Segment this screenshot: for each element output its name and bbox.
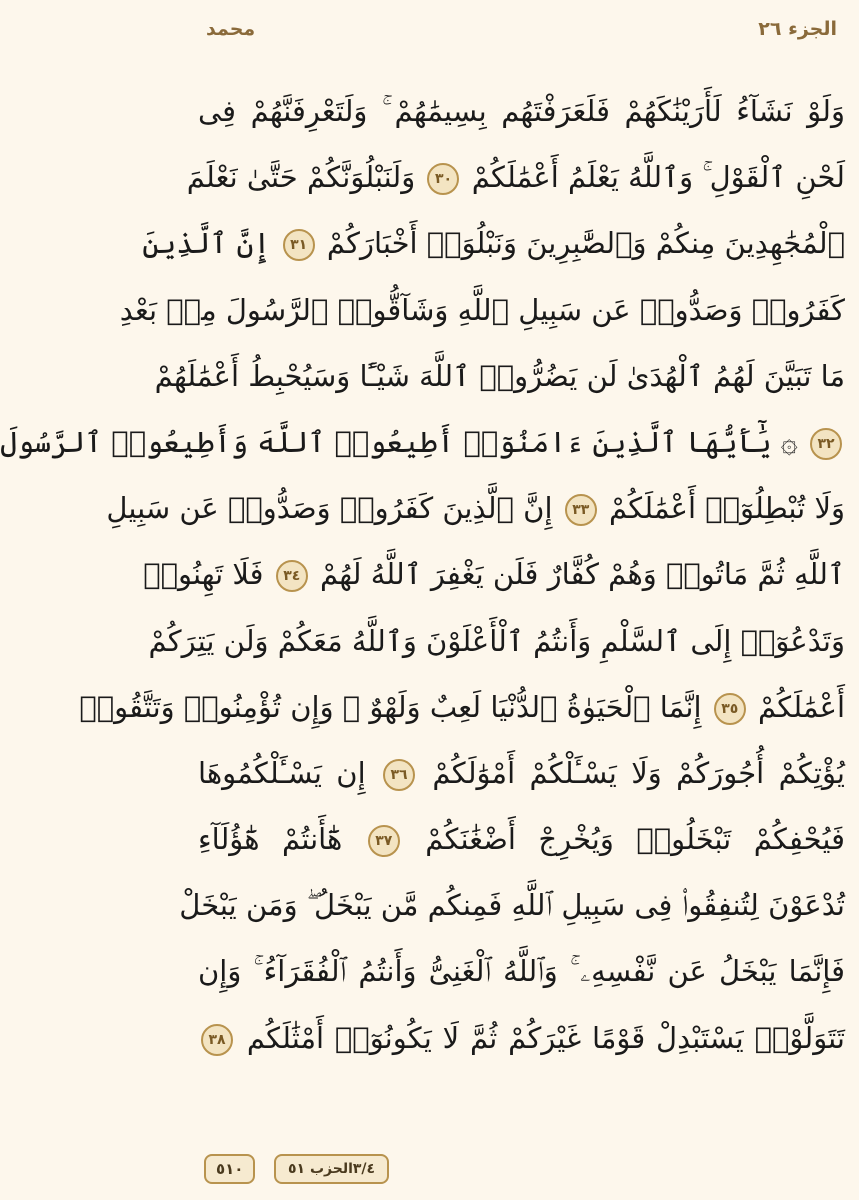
hizb-label: ٣/٤الحزب ٥١ bbox=[274, 1154, 389, 1184]
ayah-number-marker: ٣٠ bbox=[427, 163, 459, 195]
ayah-number-marker: ٣١ bbox=[283, 229, 315, 261]
juz-label: الجزء ٢٦ bbox=[758, 18, 837, 40]
verse-line-5 bbox=[154, 343, 845, 409]
verse-text: إِن يَسْـَٔلْكُمُوهَا bbox=[198, 755, 366, 790]
verse-text: مَا تَبَيَّنَ لَهُمُ ٱلْهُدَىٰ لَن يَضُرُّوا۟ ٱللَّهَ شَيْـًٔا وَسَيُحْبِطُ أَعْمَٰلَهُمْ bbox=[154, 358, 845, 393]
ayah-number-marker: ٣٣ bbox=[565, 494, 597, 526]
verse-text: تَتَوَلَّوْا۟ يَسْتَبْدِلْ قَوْمًا غَيْرَكُمْ ثُمَّ لَا يَكُونُوٓا۟ أَمْثَٰلَكُم bbox=[246, 1020, 845, 1055]
verse-line-3 bbox=[142, 210, 845, 276]
verse-text: إِنَّ ٱلَّذِينَ كَفَرُوا۟ وَصَدُّوا۟ عَن سَبِيلِ bbox=[106, 491, 553, 526]
verse-text: إِنَّ ٱلَّذِينَ bbox=[142, 226, 271, 261]
verse-text: أَعْمَٰلَكُمْ bbox=[757, 689, 845, 724]
verse-text: إِنَّمَا ٱلْحَيَوٰةُ ٱلدُّنْيَا لَعِبٌ وَلَهْوٌ ۚ وَإِن تُؤْمِنُوا۟ وَتَتَّقُوا۟ bbox=[79, 689, 702, 724]
verse-text: كَفَرُوا۟ وَصَدُّوا۟ عَن سَبِيلِ ٱللَّهِ وَشَآقُّوا۟ ٱلرَّسُولَ مِنۢ بَعْدِ bbox=[119, 292, 845, 327]
verse-text: فَيُحْفِكُمْ تَبْخَلُوا۟ وَيُخْرِجْ أَضْغَٰنَكُمْ bbox=[425, 822, 846, 857]
ayah-number-marker: ٣٥ bbox=[714, 693, 746, 725]
verse-line-14 bbox=[198, 938, 845, 1004]
verse-line-6 bbox=[0, 409, 845, 475]
verse-text: وَلَنَبْلُوَنَّكُمْ حَتَّىٰ نَعْلَمَ bbox=[186, 160, 416, 195]
verse-line-11 bbox=[198, 740, 845, 806]
verse-line-9 bbox=[148, 608, 845, 674]
ayah-number-marker: ٣٦ bbox=[383, 759, 415, 791]
verse-line-12 bbox=[198, 806, 845, 872]
verse-line-13 bbox=[179, 872, 845, 938]
verse-text: تُدْعَوْنَ لِتُنفِقُوا۟ فِى سَبِيلِ ٱللَّهِ فَمِنكُم مَّن يَبْخَلُ ۖ وَمَن يَبْخَلْ bbox=[179, 888, 845, 923]
verse-text: ٱلْمُجَٰهِدِينَ مِنكُمْ وَٱلصَّٰبِرِينَ وَنَبْلُوَا۟ أَخْبَارَكُمْ bbox=[326, 226, 845, 261]
verse-text: ۞ يَٰٓأَيُّهَا ٱلَّذِينَ ءَامَنُوٓا۟ أَطِيعُوا۟ ٱللَّهَ وَأَطِيعُوا۟ ٱلرَّسُولَ bbox=[0, 424, 798, 459]
quran-page-text bbox=[0, 78, 846, 1138]
verse-text: وَلَا تُبْطِلُوٓا۟ أَعْمَٰلَكُمْ bbox=[608, 491, 845, 526]
verse-text: هَٰٓأَنتُمْ هَٰٓؤُلَآءِ bbox=[198, 822, 343, 857]
page-footer bbox=[184, 1154, 859, 1184]
verse-line-7 bbox=[106, 475, 845, 541]
verse-line-10 bbox=[79, 674, 845, 740]
verse-text: وَتَدْعُوٓا۟ إِلَى ٱلسَّلْمِ وَأَنتُمُ ٱلْأَعْلَوْنَ وَٱللَّهُ مَعَكُمْ وَلَن يَتِرَكُمْ bbox=[148, 623, 845, 658]
verse-line-4 bbox=[119, 277, 845, 343]
verse-line-1 bbox=[198, 78, 845, 144]
verse-text: يُؤْتِكُمْ أُجُورَكُمْ وَلَا يَسْـَٔلْكُمْ أَمْوَٰلَكُمْ bbox=[432, 755, 846, 790]
ayah-number-marker: ٣٤ bbox=[276, 560, 308, 592]
verse-line-15 bbox=[198, 1005, 845, 1071]
ayah-number-marker: ٣٨ bbox=[201, 1024, 233, 1056]
ayah-number-marker: ٣٢ bbox=[810, 428, 842, 460]
surah-name: محمد bbox=[206, 18, 256, 40]
verse-text: ٱللَّهِ ثُمَّ مَاتُوا۟ وَهُمْ كُفَّارٌ فَلَن يَغْفِرَ ٱللَّهُ لَهُمْ bbox=[320, 557, 845, 592]
verse-line-2 bbox=[186, 144, 845, 210]
verse-text: فَلَا تَهِنُوا۟ bbox=[143, 557, 264, 592]
verse-line-8 bbox=[143, 541, 845, 607]
page-header bbox=[184, 18, 859, 48]
verse-text: فَإِنَّمَا يَبْخَلُ عَن نَّفْسِهِۦ ۚ وَٱللَّهُ ٱلْغَنِىُّ وَأَنتُمُ ٱلْفُقَرَآءُ ۚ وَإِن bbox=[198, 954, 845, 989]
verse-text: وَلَوْ نَشَآءُ لَأَرَيْنَٰكَهُمْ فَلَعَرَفْتَهُم بِسِيمَٰهُمْ ۚ وَلَتَعْرِفَنَّهُمْ فِى bbox=[198, 94, 845, 128]
page-number: ٥١٠ bbox=[204, 1154, 255, 1184]
verse-text: لَحْنِ ٱلْقَوْلِ ۚ وَٱللَّهُ يَعْلَمُ أَعْمَٰلَكُمْ bbox=[471, 160, 845, 195]
ayah-number-marker: ٣٧ bbox=[368, 825, 400, 857]
